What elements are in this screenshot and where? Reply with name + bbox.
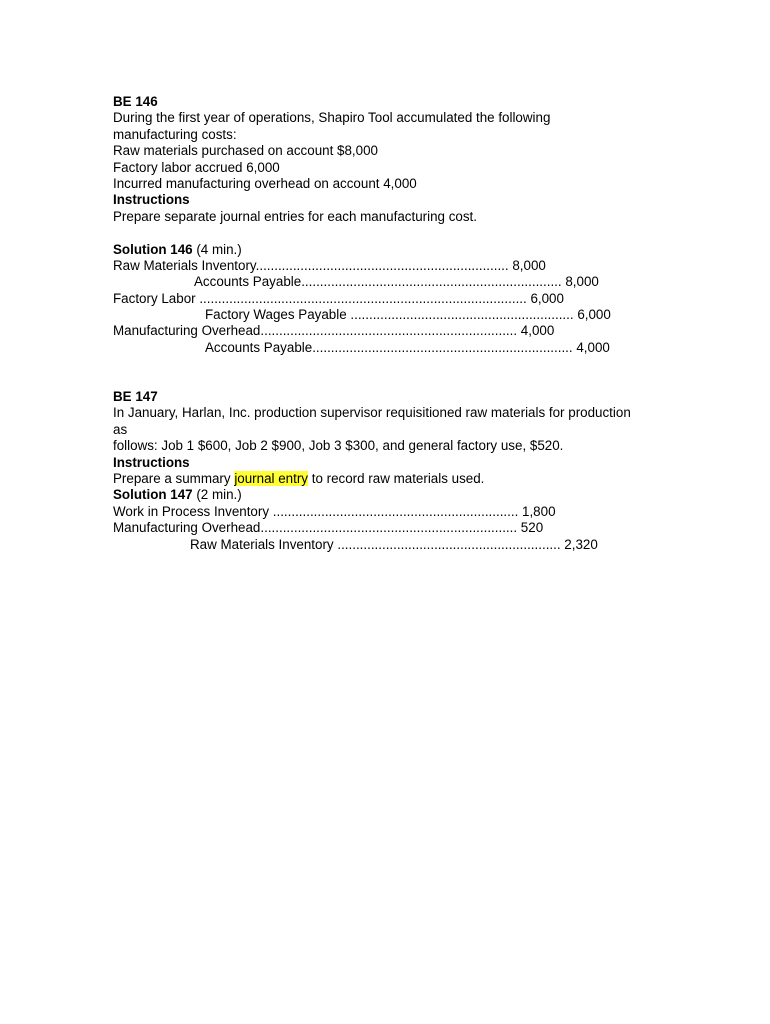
be146-instructions-label: Instructions xyxy=(113,192,190,208)
be147-instructions-text xyxy=(113,471,673,487)
be146-para-1: During the first year of operations, Shapiro Tool accumulated the following xyxy=(113,110,551,126)
journal-entry-line: Accounts Payable...................................................................... 4,000 xyxy=(205,339,610,355)
journal-entry-line: Accounts Payable...................................................................... 8,000 xyxy=(194,274,599,290)
be146-item-1: Raw materials purchased on account $8,000 xyxy=(113,143,378,159)
be146-para-2: manufacturing costs: xyxy=(113,126,237,142)
be147-instructions-label: Instructions xyxy=(113,454,190,470)
be147-para-3: follows: Job 1 $600, Job 2 $900, Job 3 $300, and general factory use, $520. xyxy=(113,438,564,454)
journal-entry-line: Raw Materials Inventory ............................................................ 2,320 xyxy=(190,536,598,552)
be147-para-1: In January, Harlan, Inc. production supervisor requisitioned raw materials for production xyxy=(113,405,631,421)
instr-text-before: Prepare a summary xyxy=(113,471,235,486)
journal-entry-line: Manufacturing Overhead..................................................................... 520 xyxy=(113,520,544,536)
solution147-time: (2 min.) xyxy=(192,487,242,503)
journal-entry-line: Work in Process Inventory .................................................................. 1,800 xyxy=(113,503,556,519)
solution147-heading-line xyxy=(113,487,673,503)
highlighted-journal-entry: journal entry xyxy=(234,471,309,486)
journal-entry-line: Factory Wages Payable ............................................................ 6,000 xyxy=(205,307,611,323)
solution146-time: (4 min.) xyxy=(192,241,242,257)
journal-entry-line: Factory Labor ........................................................................................ 6,000 xyxy=(113,290,564,306)
be146-item-3: Incurred manufacturing overhead on account 4,000 xyxy=(113,175,417,191)
solution146-heading: Solution 146 xyxy=(113,241,193,257)
journal-entry-line: Raw Materials Inventory.................................................................... 8,000 xyxy=(113,257,546,273)
solution146-heading-line xyxy=(113,242,673,258)
be146-heading: BE 146 xyxy=(113,94,158,109)
journal-entry-line: Manufacturing Overhead..................................................................... 4,000 xyxy=(113,323,555,339)
document-page xyxy=(113,94,673,553)
be147-para-2: as xyxy=(113,421,128,437)
be147-heading: BE 147 xyxy=(113,389,158,405)
instr-text-after: to record raw materials used. xyxy=(308,471,485,486)
solution147-heading: Solution 147 xyxy=(113,487,193,503)
be146-item-2: Factory labor accrued 6,000 xyxy=(113,159,280,175)
be146-instructions-text: Prepare separate journal entries for each manufacturing cost. xyxy=(113,208,477,224)
